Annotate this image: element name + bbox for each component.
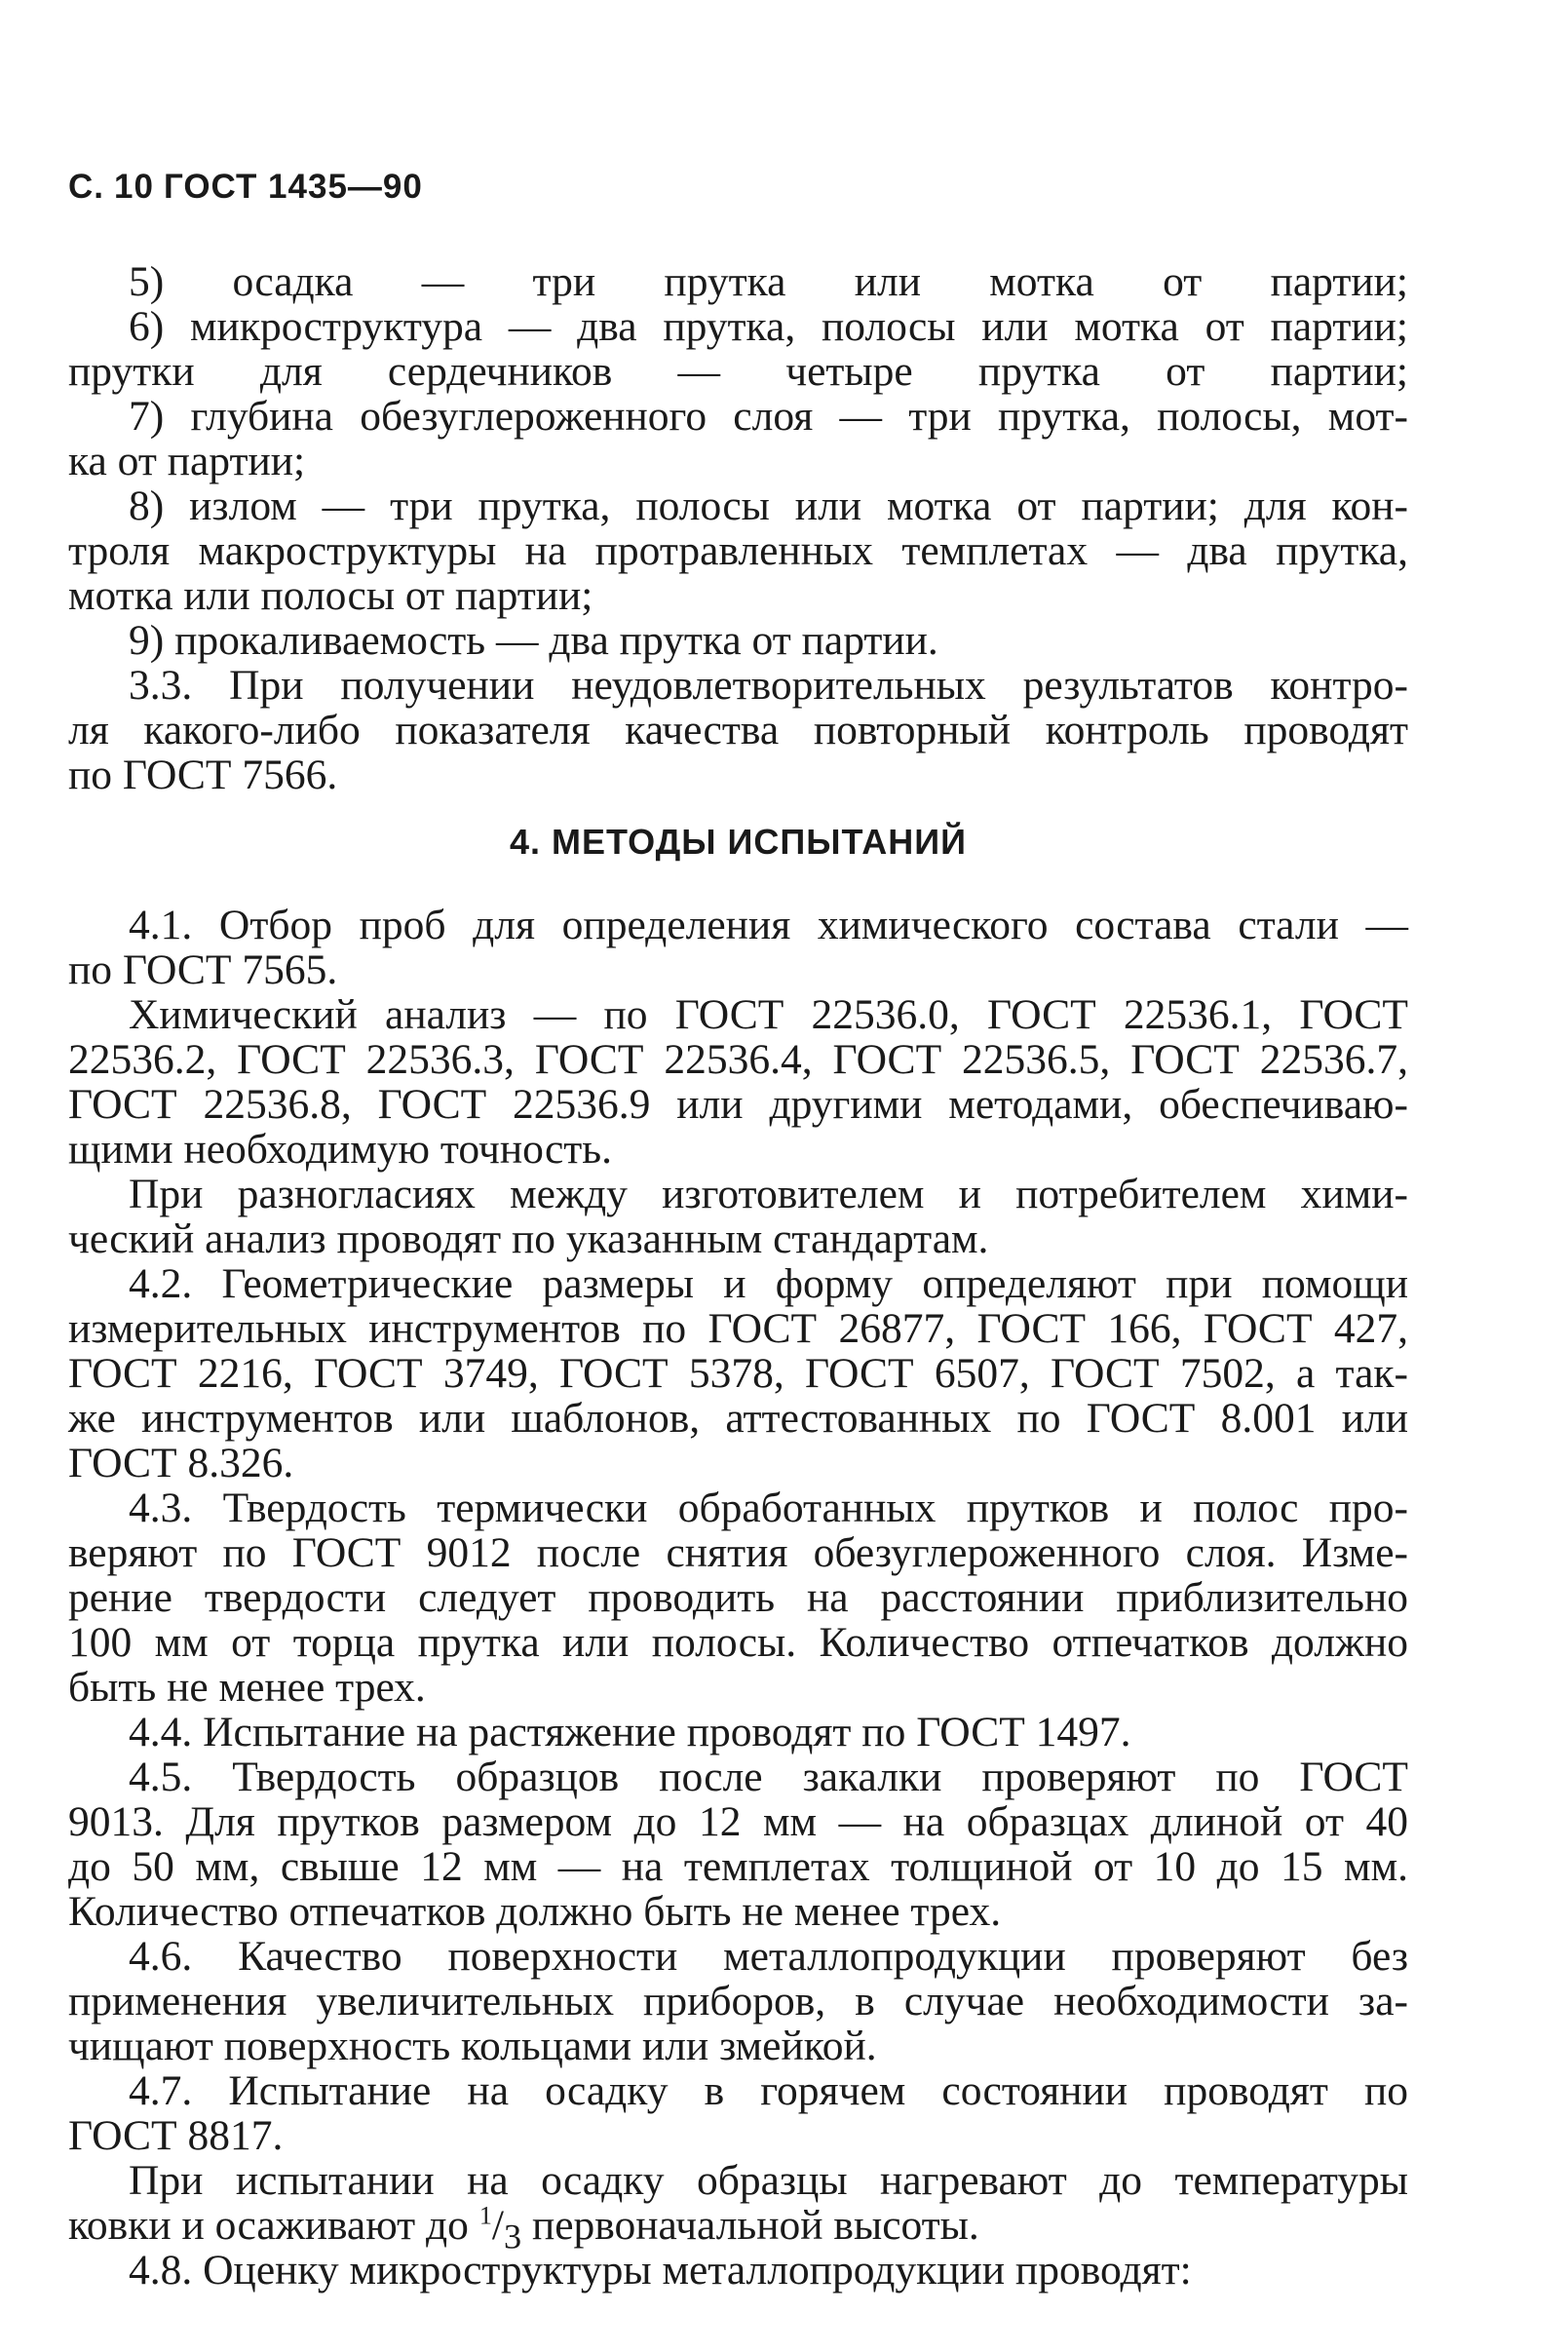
text-line: 7) глубина обезуглероженного слоя — три прутка, полосы, мот- (129, 393, 1408, 440)
text-line: чищают поверхность кольцами или змейкой. (68, 2023, 877, 2069)
fraction-slash: / (491, 2202, 504, 2249)
text-line: 4.7. Испытание на осадку в горячем состоянии проводят по (129, 2067, 1408, 2114)
text-line: 9013. Для прутков размером до 12 мм — на образцах длиной от 40 (68, 1798, 1408, 1845)
text-line: щими необходимую точность. (68, 1126, 613, 1173)
standard-designation: ГОСТ 1435—90 (163, 168, 423, 206)
text-line: 4.4. Испытание на растяжение проводят по ГОСТ 1497. (129, 1709, 1131, 1755)
text-line: быть не менее трех. (68, 1664, 426, 1711)
text-line: 6) микроструктура — два прутка, полосы или мотка от партии; (129, 303, 1408, 350)
page-prefix: С. (68, 168, 104, 206)
text-line: 4.6. Качество поверхности металлопродукции проверяют без (129, 1933, 1408, 1980)
text-line: 4.2. Геометрические размеры и форму определяют при помощи (129, 1260, 1408, 1307)
text-line: до 50 мм, свыше 12 мм — на темплетах толщиной от 10 до 15 мм. (68, 1843, 1408, 1890)
text-line: ка от партии; (68, 438, 306, 484)
text-line: При испытании на осадку образцы нагревают до температуры (129, 2157, 1408, 2204)
text-line: измерительных инструментов по ГОСТ 26877, ГОСТ 166, ГОСТ 427, (68, 1305, 1408, 1352)
text-line: ГОСТ 2216, ГОСТ 3749, ГОСТ 5378, ГОСТ 6507, ГОСТ 7502, а так- (68, 1350, 1408, 1397)
text-line: 9) прокаливаемость — два прутка от партии. (129, 617, 938, 664)
fraction-denominator: 3 (503, 2217, 522, 2256)
text-fragment: первоначальной высоты. (521, 2202, 979, 2249)
text-line: троля макроструктуры на протравленных темплетах — два прутка, (68, 527, 1408, 574)
text-line: 4.1. Отбор проб для определения химического состава стали — (129, 902, 1408, 948)
fraction-numerator: 1 (478, 2201, 492, 2230)
text-line: по ГОСТ 7565. (68, 946, 338, 993)
text-line: же инструментов или шаблонов, аттестованных по ГОСТ 8.001 или (68, 1395, 1408, 1442)
text-line: 4.3. Твердость термически обработанных прутков и полос про- (129, 1484, 1408, 1531)
page-number: 10 (114, 168, 154, 206)
text-line: прутки для сердечников — четыре прутка от партии; (68, 348, 1408, 395)
text-line: ГОСТ 8817. (68, 2112, 284, 2159)
text-line: Количество отпечатков должно быть не менее трех. (68, 1888, 1002, 1935)
text-line: 8) излом — три прутка, полосы или мотка от партии; для кон- (129, 482, 1408, 529)
text-line: ческий анализ проводят по указанным стандартам. (68, 1215, 989, 1262)
text-line: Химический анализ — по ГОСТ 22536.0, ГОСТ 22536.1, ГОСТ (129, 991, 1408, 1038)
text-line: по ГОСТ 7566. (68, 752, 338, 798)
text-line: ля какого-либо показателя качества повторный контроль проводят (68, 707, 1408, 753)
running-header (68, 168, 433, 207)
text-line: 22536.2, ГОСТ 22536.3, ГОСТ 22536.4, ГОСТ 22536.5, ГОСТ 22536.7, (68, 1036, 1408, 1083)
section-heading: 4. МЕТОДЫ ИСПЫТАНИЙ (510, 822, 967, 862)
text-line: 3.3. При получении неудовлетворительных результатов контро- (129, 662, 1408, 709)
text-line: 4.5. Твердость образцов после закалки проверяют по ГОСТ (129, 1754, 1408, 1800)
text-line: рение твердости следует проводить на расстоянии приблизительно (68, 1574, 1408, 1621)
text-line: При разногласиях между изготовителем и потребителем хими- (129, 1171, 1408, 1217)
text-line: применения увеличительных приборов, в случае необходимости за- (68, 1978, 1408, 2024)
text-line: ГОСТ 22536.8, ГОСТ 22536.9 или другими методами, обеспечиваю- (68, 1081, 1408, 1128)
text-line: мотка или полосы от партии; (68, 572, 593, 619)
text-line: ГОСТ 8.326. (68, 1440, 294, 1486)
text-line: веряют по ГОСТ 9012 после снятия обезуглероженного слоя. Изме- (68, 1529, 1408, 1576)
text-line: 5) осадка — три прутка или мотка от партии; (129, 258, 1408, 305)
text-line: 100 мм от торца прутка или полосы. Количество отпечатков должно (68, 1619, 1408, 1666)
text-line: 4.8. Оценку микроструктуры металлопродукции проводят: (129, 2247, 1192, 2294)
text-fragment: ковки и осаживают до (68, 2202, 479, 2249)
